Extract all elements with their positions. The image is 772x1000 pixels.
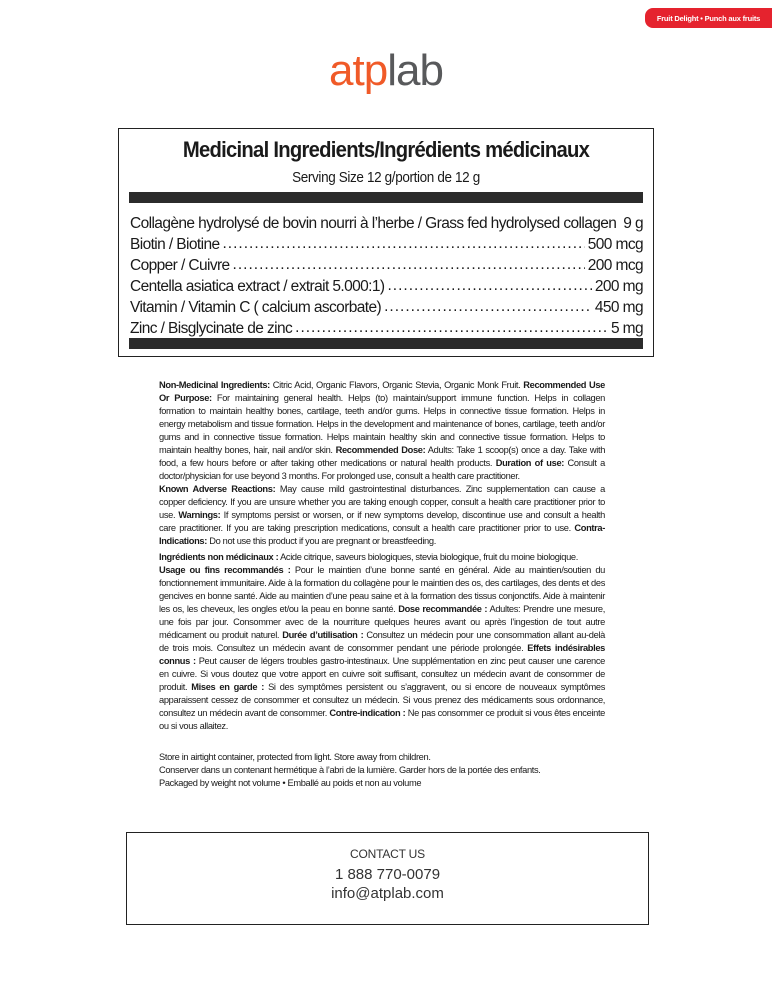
brand-logo-part-lab: lab	[387, 46, 443, 95]
ingredient-row	[130, 236, 643, 257]
label-warnings-fr: Mises en garde :	[191, 682, 265, 692]
leader-dots	[233, 257, 585, 274]
ingredient-amount: 9 g	[623, 215, 643, 232]
brand-logo-part-atp: atp	[329, 46, 388, 95]
ingredient-amount: 200 mcg	[587, 257, 643, 274]
contact-panel	[126, 832, 649, 925]
label-warnings: Warnings:	[178, 510, 221, 520]
text-adverse-reactions: May cause mild gastrointestinal disturbances. Zinc supplementation can cause a copper deficiency. If you are unsure whether you are taking enough copper, consult a health care practitioner prior to use.	[159, 484, 605, 520]
panel-divider-bottom	[129, 338, 643, 349]
text-warnings-fr: Si des symptômes persistent ou s’aggravent, ou si encore de nouveaux symptômes apparaissent cessez de consommer et consultez un médecin. Si vous prenez des médicaments sous ordonnance, consultez un médecin avant de consommer.	[159, 682, 606, 718]
english-information	[159, 379, 605, 548]
flavor-tab: Fruit Delight • Punch aux fruits	[645, 8, 772, 28]
contact-email[interactable]: info@atplab.com	[331, 885, 444, 902]
leader-dots	[619, 215, 620, 232]
ingredient-list	[130, 215, 643, 341]
ingredient-row	[130, 215, 643, 236]
text-recommended-dose-fr: Adultes: Prendre une mesure, une fois par jour. Consommer avec de la nourriture quelques heures avant ou après l’ingestion de tout autre médicament ou produit naturel.	[159, 604, 605, 640]
text-duration-fr: Consultez un médecin pour une consommation allant au-delà de trois mois. Consultez un médecin avant de consommer pendant une période prolongée.	[159, 630, 605, 653]
label-non-medicinal: Non-Medicinal Ingredients:	[159, 380, 270, 390]
ingredient-row	[130, 278, 643, 299]
packaging-note: Packaged by weight not volume • Emballé au poids et non au volume	[159, 778, 422, 788]
label-duration-fr: Durée d’utilisation :	[282, 630, 364, 640]
text-adverse-reactions-fr: Peut causer de légers troubles gastro-intestinaux. Une supplémentation en zinc peut causer une carence en cuivre. Si vous doutez que votre apport en cuivre soit suffisant, consultez un médecin avant de consommer de produit.	[159, 656, 605, 692]
medicinal-ingredients-panel	[118, 128, 654, 357]
leader-dots	[295, 320, 608, 337]
ingredient-amount: 5 mg	[610, 320, 643, 337]
contact-label: CONTACT US	[350, 847, 425, 861]
french-information	[159, 551, 605, 733]
panel-divider-top	[129, 192, 643, 203]
text-recommended-use-fr: Pour le maintien d’une bonne santé en général. Aide au maintien/soutien du fonctionnement immunitaire. Aide à la formation du collagène pour le maintien des os, des cartilages, des dents et des gencives en bonne santé. Aide au maintien d’une peau saine et à la formation des tissus conjonctifs. Aide à maintenir les os, les cheveux, les ongles et/ou la peau en bonne santé.	[159, 565, 605, 614]
label-recommended-use-fr: Usage ou fins recommandés :	[159, 565, 291, 575]
label-contra-indication-fr: Contre-indication :	[329, 708, 406, 718]
text-warnings: If symptoms persist or worsen, or if new symptoms develop, discontinue use and consult a health care practitioner. If you are taking prescription medications, consult a health care practitioner prior to use.	[159, 510, 605, 533]
storage-information	[159, 751, 609, 790]
ingredient-name: Collagène hydrolysé de bovin nourri à l’herbe / Grass fed hydrolysed collagen	[130, 215, 617, 232]
text-non-medicinal: Citric Acid, Organic Flavors, Organic Stevia, Organic Monk Fruit.	[269, 380, 524, 390]
leader-dots	[384, 299, 592, 316]
ingredient-name: Centella asiatica extract / extrait 5.000:1)	[130, 278, 385, 295]
label-recommended-use: Recommended Use Or Purpose:	[159, 380, 605, 403]
leader-dots	[223, 236, 585, 253]
ingredient-name: Copper / Cuivre	[130, 257, 230, 274]
storage-line-fr: Conserver dans un contenant hermétique à l’abri de la lumière. Garder hors de la portée des enfants.	[159, 765, 541, 775]
label-recommended-dose-fr: Dose recommandée :	[398, 604, 488, 614]
brand-logo	[0, 46, 772, 96]
ingredient-amount: 450 mg	[594, 299, 643, 316]
leader-dots	[387, 278, 591, 295]
text-contra-indication-fr: Ne pas consommer ce produit si vous êtes enceinte ou si vous allaitez.	[159, 708, 605, 731]
label-non-medicinal-fr: Ingrédients non médicinaux :	[159, 552, 279, 562]
product-information	[159, 379, 605, 736]
label-duration: Duration of use:	[495, 458, 565, 468]
ingredient-name: Vitamin / Vitamin C ( calcium ascorbate)	[130, 299, 382, 316]
contact-phone[interactable]: 1 888 770-0079	[334, 866, 441, 883]
text-non-medicinal-fr: Acide citrique, saveurs biologiques, stevia biologique, fruit du moine biologique.	[278, 552, 578, 562]
ingredient-name: Zinc / Bisglycinate de zinc	[130, 320, 293, 337]
ingredient-row	[130, 257, 643, 278]
text-duration: Consult a doctor/physician for use beyond 3 months. For prolonged use, consult a health care practitioner.	[159, 458, 605, 481]
text-recommended-dose: Adults: Take 1 scoop(s) once a day. Take with food, a few hours before or after taking other medications or natural health products.	[159, 445, 606, 468]
storage-line-en: Store in airtight container, protected from light. Store away from children.	[159, 752, 431, 762]
label-recommended-dose: Recommended Dose:	[335, 445, 426, 455]
ingredient-amount: 500 mcg	[587, 236, 643, 253]
label-adverse-reactions-fr: Effets indésirables connus :	[159, 643, 605, 666]
ingredient-row	[130, 299, 643, 320]
text-recommended-use: For maintaining general health. Helps (to) maintain/support immune function. Helps in collagen formation to maintain healthy bones, cartilage, teeth and/or gums. Helps in connective tissue formation. Helps in energy metabolism and tissue formation. Helps in the development and maintenance of bones, cartilage, teeth and/or gums and in connective tissue formation. Helps maintain healthy skin and connective tissue formation. Helps to maintain healthy bones, hair, nail and/or skin.	[159, 393, 605, 455]
ingredient-name: Biotin / Biotine	[130, 236, 220, 253]
label-contra-indications: Contra-Indications:	[159, 523, 605, 546]
label-adverse-reactions: Known Adverse Reactions:	[159, 484, 276, 494]
serving-size: Serving Size 12 g/portion de 12 g	[292, 169, 480, 186]
ingredient-amount: 200 mg	[594, 278, 643, 295]
text-contra-indications: Do not use this product if you are pregnant or breastfeeding.	[206, 536, 436, 546]
medicinal-ingredients-title: Medicinal Ingredients/Ingrédients médicinaux	[182, 137, 590, 162]
